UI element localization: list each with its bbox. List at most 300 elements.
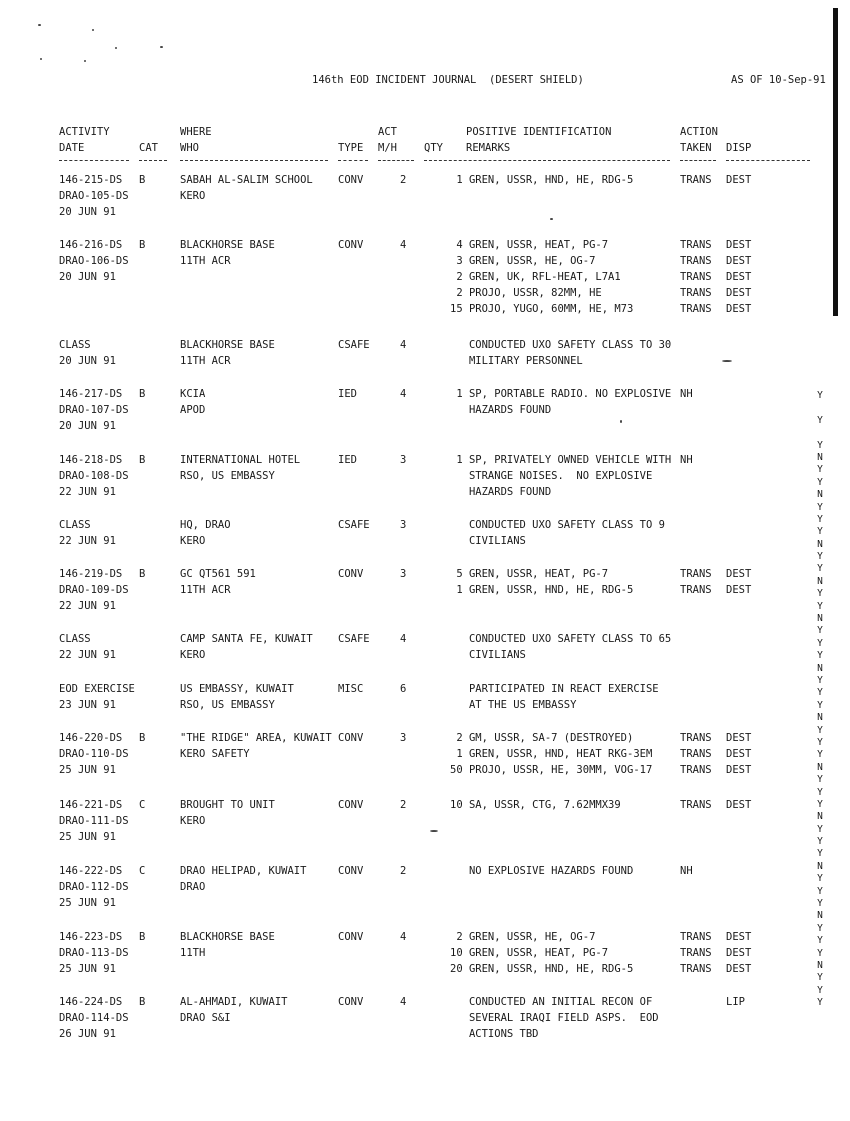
disposition-line: DEST — [726, 255, 752, 267]
margin-mark: Y — [817, 984, 823, 996]
positive-id-remarks — [450, 631, 671, 663]
margin-mark: Y — [817, 836, 823, 848]
scan-edge-bar — [833, 8, 838, 316]
activity-date-line: 20 JUN 91 — [59, 271, 116, 283]
where-who-line: 11TH ACR — [180, 584, 231, 596]
margin-mark: Y — [817, 749, 823, 761]
col-positive-id: POSITIVE IDENTIFICATION REMARKS — [466, 126, 612, 154]
action-taken — [680, 237, 712, 317]
man-hours: 4 — [400, 388, 407, 400]
activity-date-line: DRAO-113-DS — [59, 947, 129, 959]
action-taken-line: TRANS — [680, 799, 712, 811]
positive-id-remarks — [450, 797, 621, 813]
margin-mark: Y — [817, 898, 823, 910]
where-who-line: HQ, DRAO — [180, 519, 231, 531]
activity-date-line: DRAO-114-DS — [59, 1012, 129, 1024]
where-who — [180, 452, 300, 484]
activity-date-line: 22 JUN 91 — [59, 486, 116, 498]
positive-id-remarks — [450, 730, 652, 778]
man-hours: 3 — [400, 519, 407, 531]
action-taken — [680, 863, 693, 879]
activity-date-line: 26 JUN 91 — [59, 1028, 116, 1040]
activity-date-line: 22 JUN 91 — [59, 649, 116, 661]
positive-id-remarks-line: PARTICIPATED IN REACT EXERCISE — [450, 683, 659, 695]
margin-mark: Y — [817, 736, 823, 748]
positive-id-remarks-line: 2 PROJO, USSR, 82MM, HE — [450, 287, 602, 299]
activity-date — [59, 337, 116, 369]
header-rule — [338, 160, 368, 161]
activity-date-line: DRAO-105-DS — [59, 190, 129, 202]
incident-type: IED — [338, 388, 357, 400]
scan-speck — [550, 218, 553, 220]
where-who-line: INTERNATIONAL HOTEL — [180, 454, 301, 466]
where-who — [180, 929, 275, 961]
activity-date-line: 20 JUN 91 — [59, 420, 116, 432]
disposition-line: DEST — [726, 584, 752, 596]
margin-mark: Y — [817, 414, 823, 426]
margin-mark: Y — [817, 600, 823, 612]
activity-date — [59, 237, 129, 285]
scan-speck — [620, 420, 622, 423]
man-hours: 4 — [400, 633, 407, 645]
positive-id-remarks — [450, 929, 633, 977]
activity-date-line: 23 JUN 91 — [59, 699, 116, 711]
category: C — [139, 799, 146, 811]
man-hours: 3 — [400, 454, 407, 466]
positive-id-remarks-line: 10 SA, USSR, CTG, 7.62MMX39 — [450, 799, 621, 811]
where-who-line: DRAO HELIPAD, KUWAIT — [180, 865, 307, 877]
disposition-line: DEST — [726, 568, 752, 580]
where-who-line: RSO, US EMBASSY — [180, 470, 275, 482]
positive-id-remarks-line: 2 GM, USSR, SA-7 (DESTROYED) — [450, 732, 634, 744]
margin-mark: Y — [817, 501, 823, 513]
activity-date — [59, 929, 129, 977]
margin-mark: Y — [817, 724, 823, 736]
margin-mark: Y — [817, 464, 823, 476]
as-of-date: AS OF 10-Sep-91 — [731, 74, 826, 86]
positive-id-remarks-line: CIVILIANS — [450, 649, 526, 661]
positive-id-remarks-line: CONDUCTED UXO SAFETY CLASS TO 9 — [450, 519, 665, 531]
where-who — [180, 994, 287, 1026]
action-taken-line: TRANS — [680, 748, 712, 760]
where-who-line: KERO — [180, 190, 206, 202]
activity-date-line: DRAO-111-DS — [59, 815, 129, 827]
margin-mark: Y — [817, 873, 823, 885]
category: C — [139, 865, 146, 877]
disposition-line: DEST — [726, 748, 752, 760]
where-who-line: "THE RIDGE" AREA, KUWAIT — [180, 732, 332, 744]
margin-mark: N — [817, 811, 823, 823]
disposition-line: DEST — [726, 239, 752, 251]
action-taken-line: TRANS — [680, 931, 712, 943]
activity-date — [59, 730, 129, 778]
activity-date-line: CLASS — [59, 633, 91, 645]
disposition-line: LIP — [726, 996, 745, 1008]
disposition-line: DEST — [726, 303, 752, 315]
category: B — [139, 388, 146, 400]
where-who-line: AL-AHMADI, KUWAIT — [180, 996, 288, 1008]
where-who — [180, 631, 313, 663]
header-rule — [680, 160, 716, 161]
action-taken-line: TRANS — [680, 287, 712, 299]
activity-date-line: DRAO-110-DS — [59, 748, 129, 760]
margin-mark: Y — [817, 885, 823, 897]
activity-date-line: EOD EXERCISE — [59, 683, 135, 695]
margin-mark: N — [817, 662, 823, 674]
where-who — [180, 517, 231, 549]
margin-mark: Y — [817, 823, 823, 835]
where-who — [180, 237, 275, 269]
activity-date-line: 146-220-DS — [59, 732, 123, 744]
margin-mark — [814, 402, 826, 414]
where-who-line: 11TH — [180, 947, 206, 959]
margin-mark: N — [817, 959, 823, 971]
activity-date — [59, 994, 129, 1042]
positive-id-remarks-line: NO EXPLOSIVE HAZARDS FOUND — [450, 865, 634, 877]
margin-mark: N — [817, 538, 823, 550]
header-rule — [424, 160, 670, 161]
disposition — [726, 929, 751, 977]
incident-type: CONV — [338, 996, 364, 1008]
action-taken-line: NH — [680, 865, 693, 877]
man-hours: 3 — [400, 568, 407, 580]
positive-id-remarks — [450, 237, 633, 317]
margin-mark: N — [817, 712, 823, 724]
margin-mark: Y — [817, 588, 823, 600]
man-hours: 2 — [400, 799, 407, 811]
activity-date-line: 20 JUN 91 — [59, 206, 116, 218]
margin-mark: Y — [817, 774, 823, 786]
margin-mark: Y — [817, 699, 823, 711]
margin-mark: N — [817, 860, 823, 872]
where-who-line: RSO, US EMBASSY — [180, 699, 275, 711]
activity-date-line: 146-217-DS — [59, 388, 123, 400]
where-who-line: BLACKHORSE BASE — [180, 239, 275, 251]
action-taken — [680, 929, 712, 977]
activity-date-line: 146-221-DS — [59, 799, 123, 811]
col-qty: QTY — [424, 142, 443, 154]
activity-date-line: DRAO-108-DS — [59, 470, 129, 482]
activity-date-line: DRAO-106-DS — [59, 255, 129, 267]
activity-date-line: 25 JUN 91 — [59, 764, 116, 776]
man-hours: 6 — [400, 683, 407, 695]
activity-date-line: 146-222-DS — [59, 865, 123, 877]
activity-date — [59, 681, 135, 713]
journal-title: 146th EOD INCIDENT JOURNAL (DESERT SHIELD) — [312, 74, 584, 86]
margin-mark: Y — [817, 563, 823, 575]
positive-id-remarks — [450, 517, 665, 549]
disposition-line: DEST — [726, 931, 752, 943]
positive-id-remarks-line: AT THE US EMBASSY — [450, 699, 577, 711]
margin-mark: Y — [817, 650, 823, 662]
action-taken-line: TRANS — [680, 239, 712, 251]
positive-id-remarks-line: 3 GREN, USSR, HE, OG-7 — [450, 255, 596, 267]
margin-mark: Y — [817, 551, 823, 563]
incident-type: CSAFE — [338, 339, 370, 351]
positive-id-remarks — [450, 337, 671, 369]
scan-speck — [38, 24, 41, 26]
where-who-line: BLACKHORSE BASE — [180, 931, 275, 943]
incident-type: CONV — [338, 174, 364, 186]
where-who-line: 11TH ACR — [180, 355, 231, 367]
activity-date-line: 22 JUN 91 — [59, 600, 116, 612]
header-rule — [378, 160, 414, 161]
category: B — [139, 996, 146, 1008]
activity-date — [59, 452, 129, 500]
margin-mark: Y — [817, 625, 823, 637]
where-who — [180, 337, 275, 369]
positive-id-remarks-line: 5 GREN, USSR, HEAT, PG-7 — [450, 568, 609, 580]
action-taken-line: TRANS — [680, 584, 712, 596]
disposition — [726, 730, 751, 778]
positive-id-remarks-line: 20 GREN, USSR, HND, HE, RDG-5 — [450, 963, 634, 975]
disposition — [726, 994, 745, 1010]
where-who-line: APOD — [180, 404, 206, 416]
activity-date — [59, 631, 116, 663]
margin-mark: Y — [817, 687, 823, 699]
activity-date-line: DRAO-109-DS — [59, 584, 129, 596]
action-taken-line: TRANS — [680, 174, 712, 186]
positive-id-remarks-line: 1 SP, PRIVATELY OWNED VEHICLE WITH — [450, 454, 672, 466]
activity-date-line: 146-218-DS — [59, 454, 123, 466]
where-who-line: GC QT561 591 — [180, 568, 256, 580]
scan-speck — [40, 58, 42, 60]
disposition-line: DEST — [726, 271, 752, 283]
scan-speck — [430, 830, 438, 832]
where-who-line: CAMP SANTA FE, KUWAIT — [180, 633, 313, 645]
disposition-line: DEST — [726, 732, 752, 744]
incident-type: CONV — [338, 239, 364, 251]
col-where: WHERE WHO — [180, 126, 212, 154]
margin-mark: Y — [817, 476, 823, 488]
action-taken-line: TRANS — [680, 947, 712, 959]
where-who-line: 11TH ACR — [180, 255, 231, 267]
margin-mark: Y — [817, 798, 823, 810]
disposition-line: DEST — [726, 764, 752, 776]
incident-type: CONV — [338, 799, 364, 811]
disposition-line: DEST — [726, 799, 752, 811]
margin-mark: Y — [817, 637, 823, 649]
action-taken-line: TRANS — [680, 271, 712, 283]
where-who-line: DRAO — [180, 881, 206, 893]
where-who — [180, 797, 275, 829]
positive-id-remarks — [450, 172, 633, 188]
header-rule — [180, 160, 328, 161]
activity-date — [59, 797, 129, 845]
where-who-line: US EMBASSY, KUWAIT — [180, 683, 294, 695]
category: B — [139, 568, 146, 580]
activity-date-line: CLASS — [59, 339, 91, 351]
activity-date-line: 146-219-DS — [59, 568, 123, 580]
disposition-line: DEST — [726, 947, 752, 959]
where-who-line: KERO — [180, 815, 206, 827]
col-activity: ACTIVITY DATE — [59, 126, 110, 154]
positive-id-remarks — [450, 994, 659, 1042]
man-hours: 3 — [400, 732, 407, 744]
margin-mark: N — [817, 910, 823, 922]
action-taken-line: TRANS — [680, 764, 712, 776]
margin-mark: N — [817, 613, 823, 625]
incident-type: CSAFE — [338, 519, 370, 531]
margin-mark: Y — [817, 439, 823, 451]
action-taken — [680, 797, 712, 813]
activity-date-line: 146-216-DS — [59, 239, 123, 251]
category: B — [139, 239, 146, 251]
activity-date-line: DRAO-107-DS — [59, 404, 129, 416]
margin-mark: Y — [817, 786, 823, 798]
man-hours: 2 — [400, 174, 407, 186]
scan-speck — [722, 360, 732, 362]
margin-marks — [814, 390, 826, 1010]
man-hours: 4 — [400, 339, 407, 351]
positive-id-remarks — [450, 863, 633, 879]
positive-id-remarks-line: ACTIONS TBD — [450, 1028, 539, 1040]
incident-type: CONV — [338, 732, 364, 744]
disposition — [726, 172, 751, 188]
positive-id-remarks-line: 2 GREN, UK, RFL-HEAT, L7A1 — [450, 271, 621, 283]
where-who — [180, 172, 313, 204]
positive-id-remarks-line: STRANGE NOISES. NO EXPLOSIVE — [450, 470, 653, 482]
where-who-line: SABAH AL-SALIM SCHOOL — [180, 174, 313, 186]
positive-id-remarks — [450, 566, 633, 598]
action-taken-line: TRANS — [680, 568, 712, 580]
positive-id-remarks-line: 2 GREN, USSR, HE, OG-7 — [450, 931, 596, 943]
positive-id-remarks-line: HAZARDS FOUND — [450, 404, 552, 416]
man-hours: 4 — [400, 239, 407, 251]
activity-date — [59, 172, 129, 220]
action-taken-line: NH — [680, 388, 693, 400]
incident-type: IED — [338, 454, 357, 466]
activity-date — [59, 863, 129, 911]
header-rule — [59, 160, 129, 161]
action-taken — [680, 172, 712, 188]
positive-id-remarks-line: CONDUCTED UXO SAFETY CLASS TO 65 — [450, 633, 672, 645]
scan-speck — [160, 46, 163, 48]
category: B — [139, 174, 146, 186]
margin-mark: Y — [817, 674, 823, 686]
activity-date-line: CLASS — [59, 519, 91, 531]
positive-id-remarks-line: MILITARY PERSONNEL — [450, 355, 583, 367]
col-action-taken: ACTION TAKEN — [680, 126, 718, 154]
margin-mark: Y — [817, 947, 823, 959]
positive-id-remarks-line: HAZARDS FOUND — [450, 486, 552, 498]
where-who — [180, 386, 205, 418]
margin-mark: N — [817, 761, 823, 773]
where-who-line: KERO — [180, 649, 206, 661]
disposition — [726, 566, 751, 598]
category: B — [139, 931, 146, 943]
margin-mark: N — [817, 575, 823, 587]
where-who-line: DRAO S&I — [180, 1012, 231, 1024]
action-taken-line: NH — [680, 454, 693, 466]
activity-date-line: 146-215-DS — [59, 174, 123, 186]
header-rule — [726, 160, 810, 161]
incident-type: CSAFE — [338, 633, 370, 645]
activity-date-line: 20 JUN 91 — [59, 355, 116, 367]
where-who — [180, 730, 332, 762]
activity-date — [59, 566, 129, 614]
action-taken — [680, 386, 693, 402]
activity-date-line: 25 JUN 91 — [59, 831, 116, 843]
margin-mark: Y — [817, 390, 823, 401]
man-hours: 2 — [400, 865, 407, 877]
where-who-line: KERO SAFETY — [180, 748, 250, 760]
action-taken — [680, 730, 712, 778]
positive-id-remarks — [450, 386, 671, 418]
col-disp: DISP — [726, 142, 752, 154]
man-hours: 4 — [400, 996, 407, 1008]
margin-mark: Y — [817, 935, 823, 947]
positive-id-remarks-line: SEVERAL IRAQI FIELD ASPS. EOD — [450, 1012, 659, 1024]
disposition-line: DEST — [726, 963, 752, 975]
margin-mark — [814, 427, 826, 439]
where-who-line: BROUGHT TO UNIT — [180, 799, 275, 811]
where-who — [180, 681, 294, 713]
positive-id-remarks-line: CIVILIANS — [450, 535, 526, 547]
action-taken-line: TRANS — [680, 732, 712, 744]
incident-type: CONV — [338, 931, 364, 943]
scan-speck — [115, 47, 117, 49]
activity-date-line: 146-223-DS — [59, 931, 123, 943]
scan-speck — [84, 60, 86, 62]
margin-mark: N — [817, 451, 823, 463]
incident-type: MISC — [338, 683, 364, 695]
margin-mark: Y — [817, 513, 823, 525]
activity-date-line: 25 JUN 91 — [59, 897, 116, 909]
action-taken-line: TRANS — [680, 963, 712, 975]
action-taken — [680, 452, 693, 468]
disposition — [726, 797, 751, 813]
activity-date — [59, 517, 116, 549]
positive-id-remarks-line: CONDUCTED UXO SAFETY CLASS TO 30 — [450, 339, 672, 351]
positive-id-remarks — [450, 452, 671, 500]
margin-mark: Y — [817, 997, 823, 1009]
action-taken — [680, 566, 712, 598]
activity-date-line: DRAO-112-DS — [59, 881, 129, 893]
margin-mark: Y — [817, 526, 823, 538]
margin-mark: Y — [817, 922, 823, 934]
where-who-line: KERO — [180, 535, 206, 547]
category: B — [139, 732, 146, 744]
positive-id-remarks-line: 4 GREN, USSR, HEAT, PG-7 — [450, 239, 609, 251]
header-rule — [139, 160, 167, 161]
activity-date — [59, 386, 129, 434]
margin-mark: Y — [817, 972, 823, 984]
where-who-line: KCIA — [180, 388, 206, 400]
col-act-mh: ACT M/H — [378, 126, 397, 154]
positive-id-remarks-line: 1 GREN, USSR, HND, HE, RDG-5 — [450, 174, 634, 186]
activity-date-line: 146-224-DS — [59, 996, 123, 1008]
scan-speck — [92, 29, 94, 31]
col-type: TYPE — [338, 142, 364, 154]
incident-type: CONV — [338, 568, 364, 580]
action-taken-line: TRANS — [680, 303, 712, 315]
action-taken-line: TRANS — [680, 255, 712, 267]
disposition-line: DEST — [726, 287, 752, 299]
disposition — [726, 237, 751, 317]
positive-id-remarks-line: 10 GREN, USSR, HEAT, PG-7 — [450, 947, 609, 959]
incident-type: CONV — [338, 865, 364, 877]
margin-mark: N — [817, 489, 823, 501]
positive-id-remarks-line: 1 GREN, USSR, HND, HE, RDG-5 — [450, 584, 634, 596]
positive-id-remarks-line: 50 PROJO, USSR, HE, 30MM, VOG-17 — [450, 764, 653, 776]
col-cat: CAT — [139, 142, 158, 154]
man-hours: 4 — [400, 931, 407, 943]
where-who-line: BLACKHORSE BASE — [180, 339, 275, 351]
category: B — [139, 454, 146, 466]
positive-id-remarks — [450, 681, 659, 713]
positive-id-remarks-line: CONDUCTED AN INITIAL RECON OF — [450, 996, 653, 1008]
